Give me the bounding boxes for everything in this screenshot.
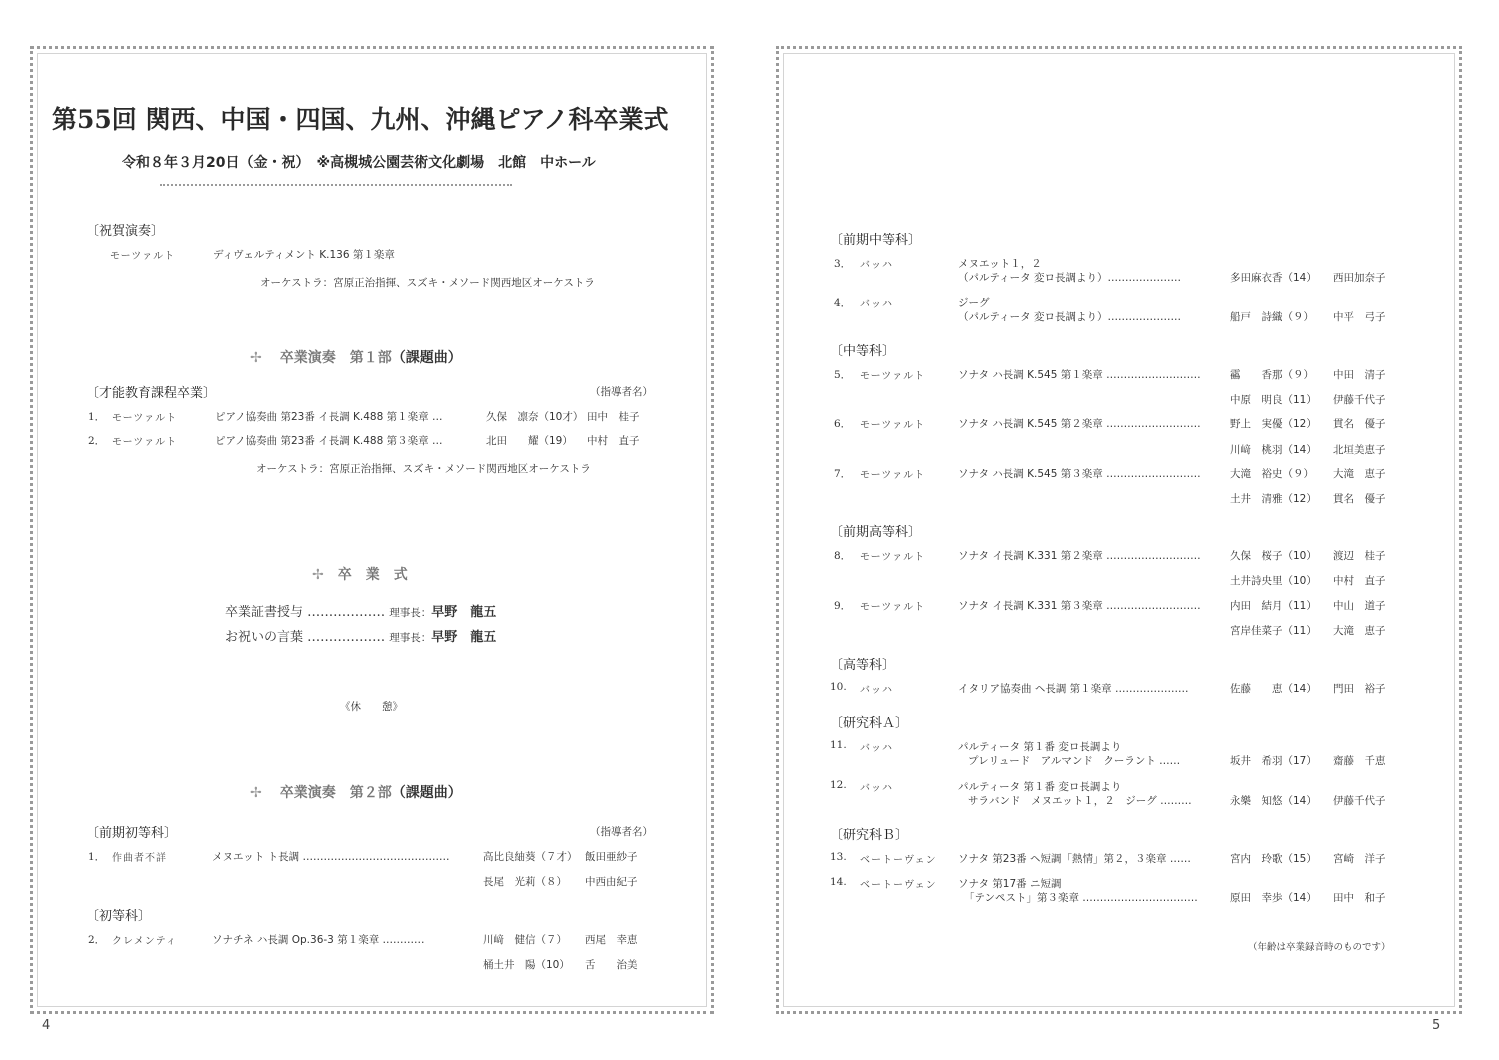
entry-piece: ソナタ ハ長調 K.545 第３楽章 ………………………	[958, 468, 1201, 480]
ceremony-item	[225, 601, 496, 620]
ceremony-item-label: 卒業証書授与 ………………	[225, 605, 386, 620]
part2-heading	[250, 782, 462, 802]
entry-teacher: 西尾 幸恵	[585, 934, 638, 946]
entry-composer: モーツァルト	[860, 552, 926, 563]
entry-piece: （パルティータ 変ロ長調より）…………………	[958, 272, 1181, 284]
part1-title: 卒業演奏 第１部	[279, 350, 392, 366]
entry-teacher: 中西由紀子	[585, 876, 638, 888]
entry-piece: メヌエット１，２	[958, 258, 1042, 270]
date-venue: 令和８年３月20日（金・祝） ※高槻城公園芸術文化劇場 北館 中ホール	[122, 155, 596, 171]
entry-composer: ベートーヴェン	[860, 855, 937, 866]
page-number-left: 4	[42, 1018, 51, 1033]
page-number-right: 5	[1432, 1018, 1441, 1033]
entry-teacher: 渡辺 桂子	[1333, 550, 1386, 562]
entry-number: 4．	[834, 297, 852, 309]
entry-composer: モーツァルト	[860, 420, 926, 431]
entry-teacher: 齋藤 千恵	[1333, 755, 1386, 767]
entry-piece: ソナタ 第17番 ニ短調	[958, 878, 1062, 890]
entry-composer: ベートーヴェン	[860, 880, 937, 891]
part1-sub: （課題曲）	[391, 350, 462, 366]
celebration-composer: モーツァルト	[110, 251, 176, 262]
entry-student: 中原 明良（11）	[1230, 394, 1317, 406]
entry-teacher: 中山 道子	[1333, 600, 1386, 612]
entry-student: 土井詩央里（10）	[1230, 575, 1317, 587]
entry-teacher: 貫名 優子	[1333, 418, 1386, 430]
ceremony-item-role: 理事長：	[389, 607, 432, 619]
entry-number: 12.	[830, 779, 847, 791]
section-heading: 〔前期中等科〕	[830, 233, 922, 248]
entry-teacher: 貫名 優子	[1333, 493, 1386, 505]
part1-heading	[250, 347, 462, 367]
entry-number: 13.	[830, 851, 847, 863]
entry-number: 14.	[830, 876, 847, 888]
section-heading: 〔研究科Ｂ〕	[830, 828, 909, 843]
entry-teacher: 飯田亜紗子	[585, 851, 638, 863]
entry-number: 6．	[834, 418, 852, 430]
ceremony-item-label: お祝いの言葉 ………………	[225, 630, 386, 645]
celebration-orchestra: オーケストラ：宮原正治指揮、スズキ・メソード関西地区オーケストラ	[260, 277, 595, 289]
entry-piece: ピアノ協奏曲 第23番 イ長調 K.488 第３楽章 …	[215, 435, 443, 447]
entry-student: 長尾 光莉（８）	[483, 876, 567, 888]
entry-student: 北田 耀（19）	[486, 435, 573, 447]
entry-teacher: 北垣美恵子	[1333, 444, 1386, 456]
entry-composer: モーツァルト	[860, 371, 926, 382]
entry-student: 多田麻衣香（14）	[1230, 272, 1317, 284]
entry-teacher: 田中 和子	[1333, 892, 1386, 904]
celebration-piece: ディヴェルティメント K.136 第１楽章	[213, 249, 395, 261]
entry-number: 3．	[834, 258, 852, 270]
section-heading: 〔前期高等科〕	[830, 525, 922, 540]
page-title: 第55回 関西、中国・四国、九州、沖縄ピアノ科卒業式	[52, 105, 669, 134]
entry-piece: ソナタ イ長調 K.331 第２楽章 ………………………	[958, 550, 1201, 562]
entry-teacher: 伊藤千代子	[1333, 394, 1386, 406]
entry-student: 久保 凛奈（10才）	[486, 411, 584, 423]
entry-teacher: 中平 弓子	[1333, 311, 1386, 323]
ceremony-item-name: 早野 龍五	[431, 605, 497, 620]
entry-teacher: 大滝 恵子	[1333, 625, 1386, 637]
ceremony-item	[225, 626, 496, 645]
entry-number: 5．	[834, 369, 852, 381]
part2-section2: 〔初等科〕	[86, 909, 152, 924]
entry-student: 川﨑 桃羽（14）	[1230, 444, 1317, 456]
entry-student: 久保 桜子（10）	[1230, 550, 1317, 562]
entry-number: 1．	[88, 411, 106, 423]
entry-number: 11.	[830, 739, 847, 751]
section-heading: 〔研究科Ａ〕	[830, 716, 909, 731]
part1-teacher-label: （指導者名）	[590, 386, 653, 398]
entry-composer: モーツァルト	[112, 437, 178, 448]
part2-teacher-label: （指導者名）	[590, 826, 653, 838]
footnote: （年齢は卒業録音時のものです）	[1248, 942, 1391, 953]
entry-student: 靍 香那（９）	[1230, 369, 1314, 381]
part2-title: 卒業演奏 第２部	[279, 785, 392, 801]
entry-teacher: 中田 清子	[1333, 369, 1386, 381]
entry-piece: パルティータ 第１番 変ロ長調より	[958, 741, 1122, 753]
entry-piece: ピアノ協奏曲 第23番 イ長調 K.488 第１楽章 …	[215, 411, 443, 423]
entry-piece: メヌエット ト長調 ……………………………………	[212, 851, 450, 863]
part2-section1: 〔前期初等科〕	[86, 826, 178, 841]
ceremony-item-name: 早野 龍五	[431, 630, 497, 645]
entry-teacher: 大滝 恵子	[1333, 468, 1386, 480]
entry-number: 7．	[834, 468, 852, 480]
entry-composer: モーツァルト	[860, 602, 926, 613]
entry-piece: ソナタ イ長調 K.331 第３楽章 ………………………	[958, 600, 1201, 612]
entry-piece: 「テンペスト」第３楽章 ……………………………	[964, 892, 1198, 904]
part2-sub: （課題曲）	[391, 785, 462, 801]
entry-student: 内田 結月（11）	[1230, 600, 1317, 612]
entry-composer: バッハ	[860, 783, 893, 794]
flower-icon: ✢	[250, 350, 262, 366]
entry-composer: バッハ	[860, 685, 893, 696]
entry-student: 船戸 詩織（９）	[1230, 311, 1314, 323]
ceremony-title: 卒 業 式	[337, 567, 408, 583]
entry-teacher: 中村 直子	[1333, 575, 1386, 587]
left-page-frame	[30, 46, 714, 1014]
entry-piece: プレリュード アルマンド クーラント ……	[968, 755, 1181, 767]
entry-student: 宮岸佳菜子（11）	[1230, 625, 1317, 637]
entry-composer: バッハ	[860, 299, 893, 310]
entry-piece: ソナタ ハ長調 K.545 第２楽章 ………………………	[958, 418, 1201, 430]
part1-section: 〔才能教育課程卒業〕	[86, 386, 217, 401]
entry-number: 9．	[834, 600, 852, 612]
entry-number: 1．	[88, 851, 106, 863]
entry-composer: 作曲者不詳	[112, 853, 167, 864]
entry-student: 桶土井 陽（10）	[483, 959, 570, 971]
flower-icon: ✢	[250, 785, 262, 801]
entry-number: 8．	[834, 550, 852, 562]
entry-piece: サラバンド メヌエット１，２ ジーグ ………	[968, 795, 1192, 807]
entry-piece: （パルティータ 変ロ長調より）…………………	[958, 311, 1181, 323]
section-heading: 〔中等科〕	[830, 344, 896, 359]
entry-piece: ソナタ ハ長調 K.545 第１楽章 ………………………	[958, 369, 1201, 381]
entry-piece: イタリア協奏曲 ヘ長調 第１楽章 …………………	[958, 683, 1189, 695]
entry-composer: モーツァルト	[112, 413, 178, 424]
entry-student: 宮内 玲歌（15）	[1230, 853, 1317, 865]
entry-piece: パルティータ 第１番 変ロ長調より	[958, 781, 1122, 793]
entry-student: 永樂 知悠（14）	[1230, 795, 1317, 807]
entry-student: 野上 実優（12）	[1230, 418, 1317, 430]
entry-student: 坂井 希羽（17）	[1230, 755, 1317, 767]
entry-student: 高比良紬葵（７才）	[483, 851, 578, 863]
entry-teacher: 田中 桂子	[587, 411, 640, 423]
ceremony-item-role: 理事長：	[389, 632, 432, 644]
celebration-heading: 〔祝賀演奏〕	[86, 224, 165, 239]
part1-orchestra: オーケストラ：宮原正治指揮、スズキ・メソード関西地区オーケストラ	[256, 463, 591, 475]
title-divider	[160, 184, 512, 186]
entry-teacher: 宮崎 洋子	[1333, 853, 1386, 865]
entry-student: 原田 幸歩（14）	[1230, 892, 1317, 904]
entry-piece: ジーグ	[958, 297, 990, 309]
intermission: 《休 憩》	[340, 701, 403, 713]
entry-number: 2．	[88, 435, 106, 447]
entry-student: 土井 清雅（12）	[1230, 493, 1317, 505]
entry-teacher: 中村 直子	[587, 435, 640, 447]
ceremony-heading	[312, 564, 408, 584]
entry-composer: クレメンティ	[112, 936, 177, 947]
entry-composer: バッハ	[860, 260, 893, 271]
entry-number: 2．	[88, 934, 106, 946]
entry-student: 佐藤 恵（14）	[1230, 683, 1317, 695]
entry-teacher: 門田 裕子	[1333, 683, 1386, 695]
section-heading: 〔高等科〕	[830, 658, 896, 673]
entry-composer: バッハ	[860, 743, 893, 754]
entry-teacher: 伊藤千代子	[1333, 795, 1386, 807]
entry-student: 大滝 裕史（９）	[1230, 468, 1314, 480]
entry-number: 10.	[830, 681, 847, 693]
entry-teacher: 西田加奈子	[1333, 272, 1386, 284]
entry-piece: ソナタ 第23番 ヘ短調「熱情」第２，３楽章 ……	[958, 853, 1191, 865]
entry-teacher: 舌 治美	[585, 959, 638, 971]
flower-icon: ✢	[312, 567, 324, 583]
entry-composer: モーツァルト	[860, 470, 926, 481]
entry-piece: ソナチネ ハ長調 Op.36-3 第１楽章 …………	[212, 934, 425, 946]
entry-student: 川﨑 健信（７）	[483, 934, 567, 946]
